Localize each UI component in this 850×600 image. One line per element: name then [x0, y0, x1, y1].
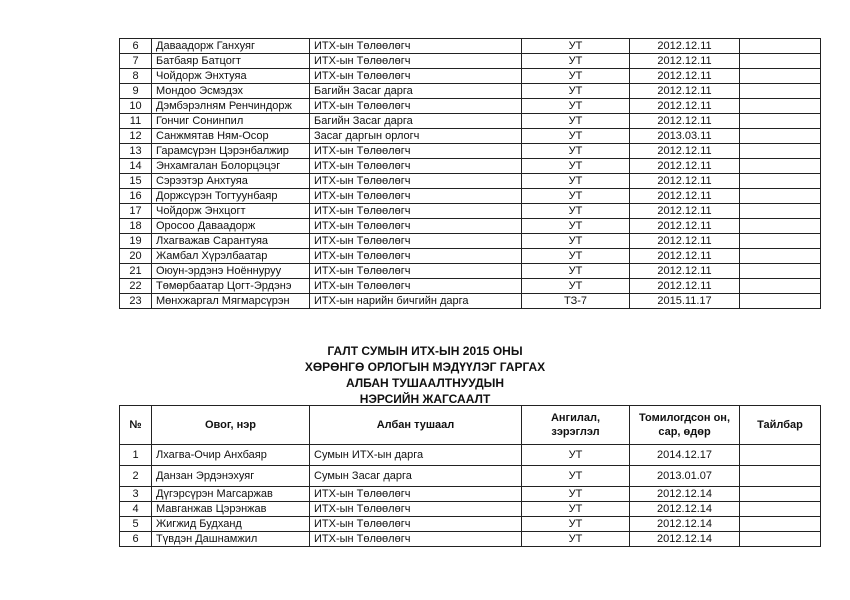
row-position: ИТХ-ын Төлөөлөгч: [310, 264, 522, 279]
table-header-row: [120, 406, 821, 445]
row-name: Мөнхжаргал Мягмарсүрэн: [152, 294, 310, 309]
row-name: Батбаяр Батцогт: [152, 54, 310, 69]
row-name: Түвдэн Дашнамжил: [152, 532, 310, 547]
row-number: 6: [120, 39, 152, 54]
row-classification: УТ: [522, 249, 630, 264]
row-appointment-date: 2012.12.14: [630, 517, 740, 532]
header-name: Овог, нэр: [152, 406, 310, 445]
row-name: Төмөрбаатар Цогт-Эрдэнэ: [152, 279, 310, 294]
row-name: Гончиг Сонинпил: [152, 114, 310, 129]
table-row: [120, 502, 821, 517]
row-number: 19: [120, 234, 152, 249]
row-note: [740, 129, 821, 144]
row-name: Оюун-эрдэнэ Ноённуруу: [152, 264, 310, 279]
row-appointment-date: 2013.01.07: [630, 466, 740, 487]
row-note: [740, 466, 821, 487]
row-note: [740, 249, 821, 264]
row-note: [740, 234, 821, 249]
row-number: 2: [120, 466, 152, 487]
row-note: [740, 39, 821, 54]
row-position: ИТХ-ын Төлөөлөгч: [310, 279, 522, 294]
row-classification: УТ: [522, 234, 630, 249]
row-classification: УТ: [522, 84, 630, 99]
row-appointment-date: 2015.11.17: [630, 294, 740, 309]
row-number: 13: [120, 144, 152, 159]
row-classification: УТ: [522, 532, 630, 547]
row-classification: УТ: [522, 69, 630, 84]
row-appointment-date: 2013.03.11: [630, 129, 740, 144]
table-row: [120, 234, 821, 249]
row-appointment-date: 2012.12.11: [630, 279, 740, 294]
row-position: Багийн Засаг дарга: [310, 114, 522, 129]
row-note: [740, 264, 821, 279]
row-number: 1: [120, 445, 152, 466]
table-row: [120, 249, 821, 264]
row-number: 16: [120, 189, 152, 204]
row-position: ИТХ-ын нарийн бичгийн дарга: [310, 294, 522, 309]
row-appointment-date: 2012.12.11: [630, 99, 740, 114]
table-row: [120, 487, 821, 502]
row-name: Оросоо Даваадорж: [152, 219, 310, 234]
row-name: Сэрээтэр Анхтуяа: [152, 174, 310, 189]
table-row: [120, 264, 821, 279]
row-classification: УТ: [522, 517, 630, 532]
table-row: [120, 517, 821, 532]
row-number: 17: [120, 204, 152, 219]
row-position: ИТХ-ын Төлөөлөгч: [310, 532, 522, 547]
row-position: ИТХ-ын Төлөөлөгч: [310, 189, 522, 204]
table-row: [120, 114, 821, 129]
row-note: [740, 144, 821, 159]
table-row: [120, 532, 821, 547]
row-name: Чойдорж Энхцогт: [152, 204, 310, 219]
row-name: Жамбал Хүрэлбаатар: [152, 249, 310, 264]
row-classification: УТ: [522, 54, 630, 69]
row-position: Засаг даргын орлогч: [310, 129, 522, 144]
row-position: ИТХ-ын Төлөөлөгч: [310, 144, 522, 159]
row-position: ИТХ-ын Төлөөлөгч: [310, 39, 522, 54]
row-note: [740, 517, 821, 532]
row-position: Багийн Засаг дарга: [310, 84, 522, 99]
row-appointment-date: 2012.12.11: [630, 144, 740, 159]
row-number: 18: [120, 219, 152, 234]
header-position: Албан тушаал: [310, 406, 522, 445]
row-classification: УТ: [522, 466, 630, 487]
table-row: [120, 204, 821, 219]
header-classification: Ангилал, зэрэглэл: [522, 406, 630, 445]
row-note: [740, 219, 821, 234]
row-appointment-date: 2014.12.17: [630, 445, 740, 466]
row-number: 4: [120, 502, 152, 517]
row-appointment-date: 2012.12.11: [630, 114, 740, 129]
row-appointment-date: 2012.12.11: [630, 234, 740, 249]
row-appointment-date: 2012.12.11: [630, 54, 740, 69]
row-appointment-date: 2012.12.11: [630, 69, 740, 84]
row-appointment-date: 2012.12.14: [630, 532, 740, 547]
row-appointment-date: 2012.12.11: [630, 249, 740, 264]
row-position: ИТХ-ын Төлөөлөгч: [310, 159, 522, 174]
row-name: Лхагважав Сарантуяа: [152, 234, 310, 249]
row-name: Дүгэрсүрэн Магсаржав: [152, 487, 310, 502]
row-note: [740, 502, 821, 517]
row-classification: УТ: [522, 99, 630, 114]
list-title-line-2: ХӨРӨНГӨ ОРЛОГЫН МЭДҮҮЛЭГ ГАРГАХ: [304, 360, 546, 374]
table-row: [120, 69, 821, 84]
row-number: 12: [120, 129, 152, 144]
row-position: ИТХ-ын Төлөөлөгч: [310, 174, 522, 189]
list-title-line-4: НЭРСИЙН ЖАГСААЛТ: [359, 392, 491, 406]
row-number: 21: [120, 264, 152, 279]
row-number: 6: [120, 532, 152, 547]
row-name: Санжмятав Ням-Осор: [152, 129, 310, 144]
row-number: 14: [120, 159, 152, 174]
row-note: [740, 487, 821, 502]
row-note: [740, 279, 821, 294]
row-name: Дэмбэрэлням Ренчиндорж: [152, 99, 310, 114]
table-row: [120, 174, 821, 189]
row-number: 7: [120, 54, 152, 69]
row-classification: УТ: [522, 39, 630, 54]
row-position: Сумын Засаг дарга: [310, 466, 522, 487]
row-note: [740, 69, 821, 84]
row-note: [740, 445, 821, 466]
row-note: [740, 159, 821, 174]
row-name: Данзан Эрдэнэхуяг: [152, 466, 310, 487]
row-position: ИТХ-ын Төлөөлөгч: [310, 99, 522, 114]
row-classification: УТ: [522, 502, 630, 517]
table-row: [120, 279, 821, 294]
list-title-line-1: ГАЛТ СУМЫН ИТХ-ЫН 2015 ОНЫ: [327, 344, 523, 358]
row-classification: УТ: [522, 144, 630, 159]
row-name: Лхагва-Очир Анхбаяр: [152, 445, 310, 466]
row-name: Гарамсүрэн Цэрэнбалжир: [152, 144, 310, 159]
header-number: №: [120, 406, 152, 445]
table-row: [120, 159, 821, 174]
row-classification: УТ: [522, 189, 630, 204]
header-note: Тайлбар: [740, 406, 821, 445]
officials-table-body: [120, 39, 821, 309]
row-number: 22: [120, 279, 152, 294]
row-classification: УТ: [522, 279, 630, 294]
row-appointment-date: 2012.12.11: [630, 159, 740, 174]
row-position: Сумын ИТХ-ын дарга: [310, 445, 522, 466]
row-name: Даваадорж Ганхуяг: [152, 39, 310, 54]
row-name: Мондоо Эсмэдэх: [152, 84, 310, 99]
row-note: [740, 54, 821, 69]
row-number: 10: [120, 99, 152, 114]
header-appointment-date: Томилогдсон он, сар, өдөр: [630, 406, 740, 445]
row-position: ИТХ-ын Төлөөлөгч: [310, 204, 522, 219]
row-classification: ТЗ-7: [522, 294, 630, 309]
row-classification: УТ: [522, 264, 630, 279]
row-note: [740, 174, 821, 189]
row-note: [740, 204, 821, 219]
table-row: [120, 99, 821, 114]
row-appointment-date: 2012.12.11: [630, 219, 740, 234]
table-row: [120, 84, 821, 99]
row-appointment-date: 2012.12.11: [630, 189, 740, 204]
row-position: ИТХ-ын Төлөөлөгч: [310, 69, 522, 84]
officials-table-continued: [119, 38, 821, 309]
row-number: 8: [120, 69, 152, 84]
row-number: 15: [120, 174, 152, 189]
officials-table-body: [120, 445, 821, 547]
row-number: 9: [120, 84, 152, 99]
row-note: [740, 84, 821, 99]
table-row: [120, 294, 821, 309]
row-position: ИТХ-ын Төлөөлөгч: [310, 487, 522, 502]
row-appointment-date: 2012.12.14: [630, 502, 740, 517]
row-classification: УТ: [522, 114, 630, 129]
row-position: ИТХ-ын Төлөөлөгч: [310, 234, 522, 249]
row-classification: УТ: [522, 445, 630, 466]
row-appointment-date: 2012.12.11: [630, 174, 740, 189]
row-note: [740, 99, 821, 114]
officials-table: [119, 405, 821, 547]
row-number: 11: [120, 114, 152, 129]
row-appointment-date: 2012.12.11: [630, 204, 740, 219]
row-note: [740, 294, 821, 309]
row-appointment-date: 2012.12.11: [630, 264, 740, 279]
row-position: ИТХ-ын Төлөөлөгч: [310, 249, 522, 264]
row-position: ИТХ-ын Төлөөлөгч: [310, 219, 522, 234]
row-appointment-date: 2012.12.11: [630, 84, 740, 99]
row-note: [740, 532, 821, 547]
row-appointment-date: 2012.12.11: [630, 39, 740, 54]
row-classification: УТ: [522, 204, 630, 219]
row-name: Чойдорж Энхтуяа: [152, 69, 310, 84]
row-number: 3: [120, 487, 152, 502]
row-position: ИТХ-ын Төлөөлөгч: [310, 54, 522, 69]
table-row: [120, 129, 821, 144]
row-classification: УТ: [522, 129, 630, 144]
table-row: [120, 54, 821, 69]
row-note: [740, 114, 821, 129]
table-row: [120, 144, 821, 159]
table-row: [120, 445, 821, 466]
table-row: [120, 466, 821, 487]
row-classification: УТ: [522, 174, 630, 189]
table-row: [120, 39, 821, 54]
row-classification: УТ: [522, 159, 630, 174]
row-classification: УТ: [522, 219, 630, 234]
row-position: ИТХ-ын Төлөөлөгч: [310, 517, 522, 532]
row-name: Доржсүрэн Тогтуунбаяр: [152, 189, 310, 204]
row-number: 5: [120, 517, 152, 532]
row-number: 23: [120, 294, 152, 309]
table-row: [120, 219, 821, 234]
row-position: ИТХ-ын Төлөөлөгч: [310, 502, 522, 517]
row-appointment-date: 2012.12.14: [630, 487, 740, 502]
list-title-line-3: АЛБАН ТУШААЛТНУУДЫН: [345, 376, 505, 390]
table-row: [120, 189, 821, 204]
row-classification: УТ: [522, 487, 630, 502]
row-number: 20: [120, 249, 152, 264]
row-name: Мавганжав Цэрэнжав: [152, 502, 310, 517]
row-name: Жигжид Будханд: [152, 517, 310, 532]
row-name: Энхамгалан Болорцэцэг: [152, 159, 310, 174]
row-note: [740, 189, 821, 204]
